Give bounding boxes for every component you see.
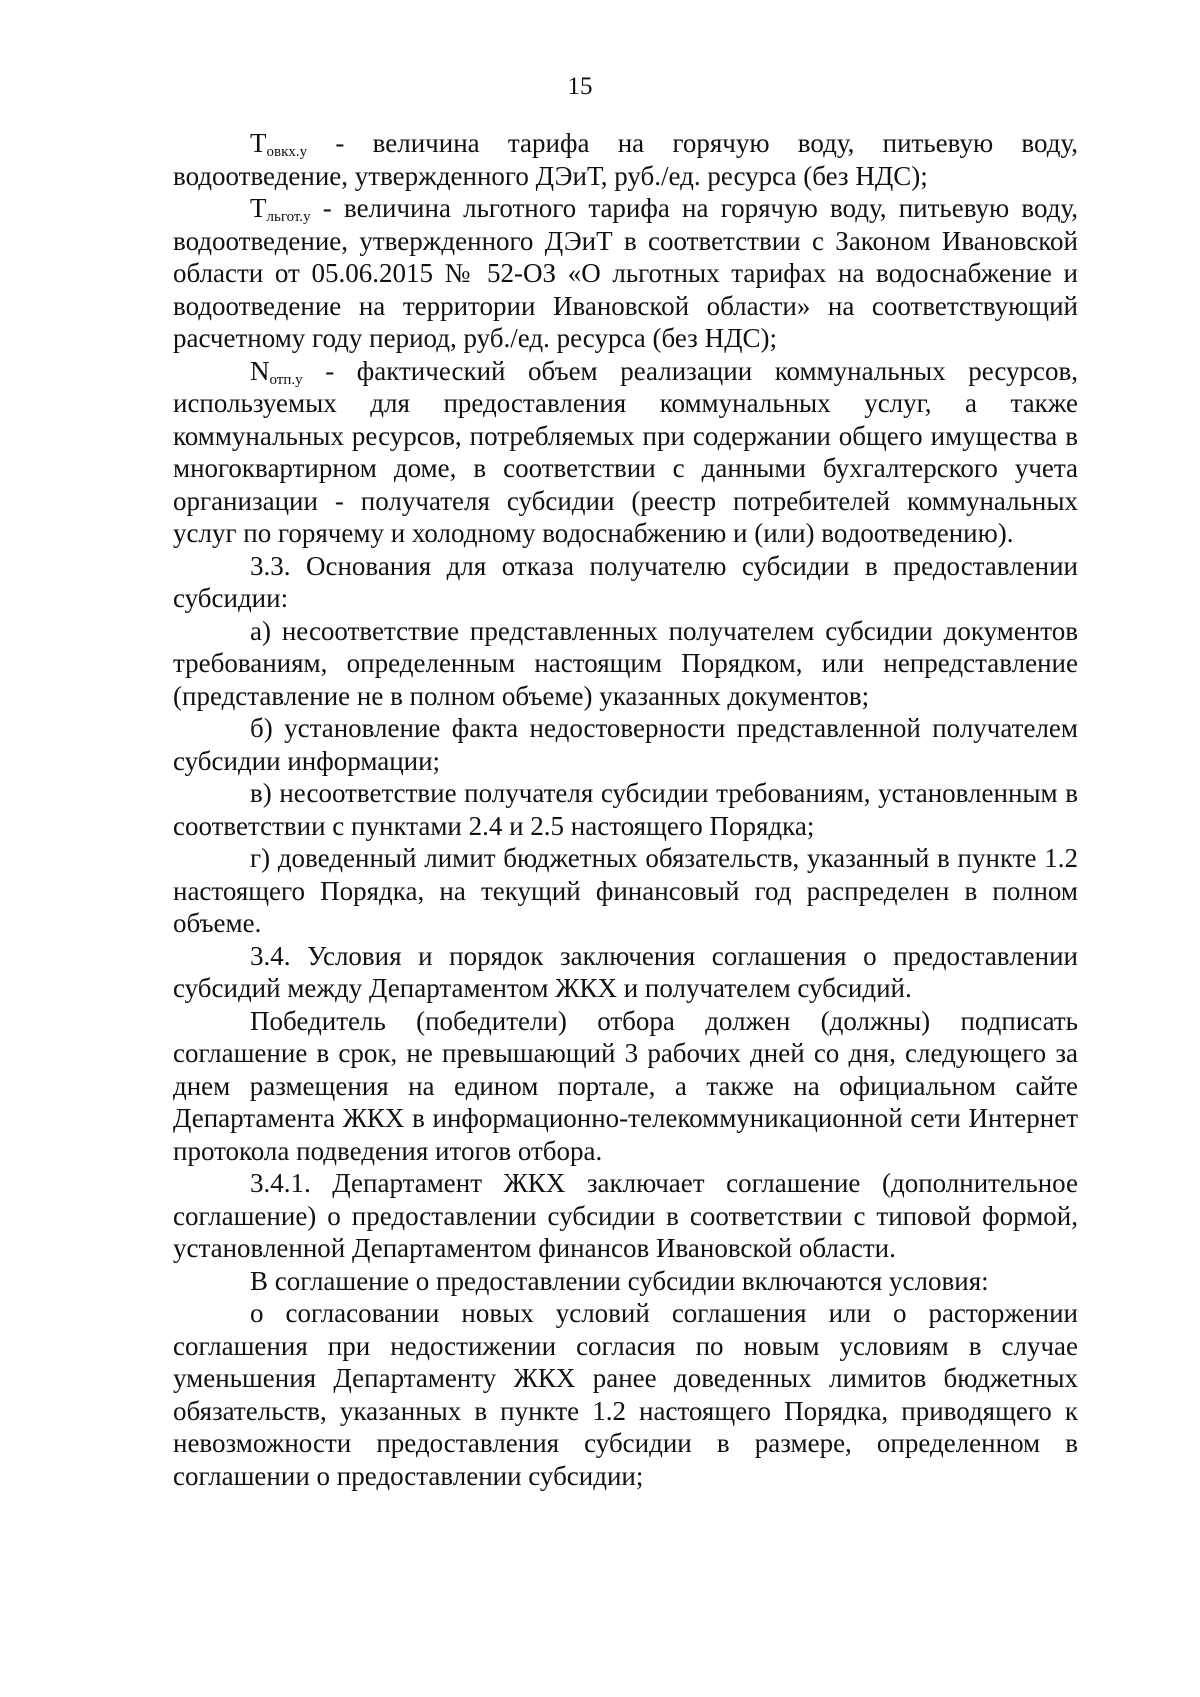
definition-text: - величина льготного тарифа на горячую воду, питьевую воду, водоотведение, утвержденного ДЭиТ в соответствии с Законом Ивановской области от 05.06.2015 № 52-ОЗ «О льготных тарифах на водоснабжение и водоотведение на территории Ивановской области» на соответствующий расчетному году период, руб./ед. ресурса (без НДС);: [173, 193, 1078, 353]
definition-paragraph-obem: [173, 355, 1078, 550]
formula-subscript: овкх.у: [266, 144, 308, 160]
refusal-reason-v: в) несоответствие получателя субсидии требованиям, установленным в соответствии с пунктами 2.4 и 2.5 настоящего Порядка;: [173, 778, 1078, 841]
document-body: [173, 127, 1078, 1492]
definition-paragraph-tarif: [173, 127, 1078, 192]
formula-symbol: $T_{льгот.у}$: [250, 193, 311, 225]
definition-paragraph-lgotny-tarif: [173, 192, 1078, 355]
formula-subscript: отп.у: [269, 371, 303, 388]
formula-symbol: $T_{овкх.у}$: [250, 128, 308, 160]
definition-text: - фактический объем реализации коммунальных ресурсов, используемых для предоставления коммунальных услуг, а также коммунальных ресурсов, потребляемых при содержании общего имущества в многоквартирном доме, в соответствии с данными бухгалтерского учета организации - получателя субсидии (реестр потребителей коммунальных услуг по горячему и холодному водоснабжению и (или) водоотведению).: [173, 355, 1078, 548]
section-3-3-heading: 3.3. Основания для отказа получателю субсидии в предоставлении субсидии:: [173, 550, 1078, 613]
formula-symbol: $N_{отп.у}$: [250, 355, 303, 388]
refusal-reason-a: а) несоответствие представленных получателем субсидии документов требованиям, определенным настоящим Порядком, или непредставление (представление не в полном объеме) указанных документов;: [173, 615, 1078, 711]
refusal-reason-g: г) доведенный лимит бюджетных обязательств, указанный в пункте 1.2 настоящего Порядка, на текущий финансовый год распределен в полном объеме.: [173, 843, 1078, 938]
refusal-reason-b: б) установление факта недостоверности представленной получателем субсидии информации;: [173, 713, 1078, 776]
section-3-4-heading: 3.4. Условия и порядок заключения соглашения о предоставлении субсидий между Департаментом ЖКХ и получателем субсидий.: [173, 940, 1078, 1003]
section-3-4-1-paragraph: 3.4.1. Департамент ЖКХ заключает соглашение (дополнительное соглашение) о предоставлении субсидии в соответствии с типовой формой, установленной Департаментом финансов Ивановской области.: [173, 1168, 1078, 1263]
agreement-condition-item: о согласовании новых условий соглашения или о расторжении соглашения при недостижении согласия по новым условиям в случае уменьшения Департаменту ЖКХ ранее доведенных лимитов бюджетных обязательств, указанных в пункте 1.2 настоящего Порядка, приводящего к невозможности предоставления субсидии в размере, определенном в соглашении о предоставлении субсидии;: [173, 1298, 1078, 1491]
agreement-conditions-intro: В соглашение о предоставлении субсидии включаются условия:: [250, 1265, 989, 1296]
formula-subscript: льгот.у: [266, 209, 311, 225]
definition-text: - величина тарифа на горячую воду, питьевую воду, водоотведение, утвержденного ДЭиТ, руб./ед. ресурса (без НДС);: [173, 128, 1078, 191]
page-number: 15: [567, 73, 593, 100]
winner-signing-paragraph: Победитель (победители) отбора должен (должны) подписать соглашение в срок, не превышающий 3 рабочих дней со дня, следующего за днем размещения на едином портале, а также на официальном сайте Департамента ЖКХ в информационно-телекоммуникационной сети Интернет протокола подведения итогов отбора.: [173, 1005, 1078, 1166]
